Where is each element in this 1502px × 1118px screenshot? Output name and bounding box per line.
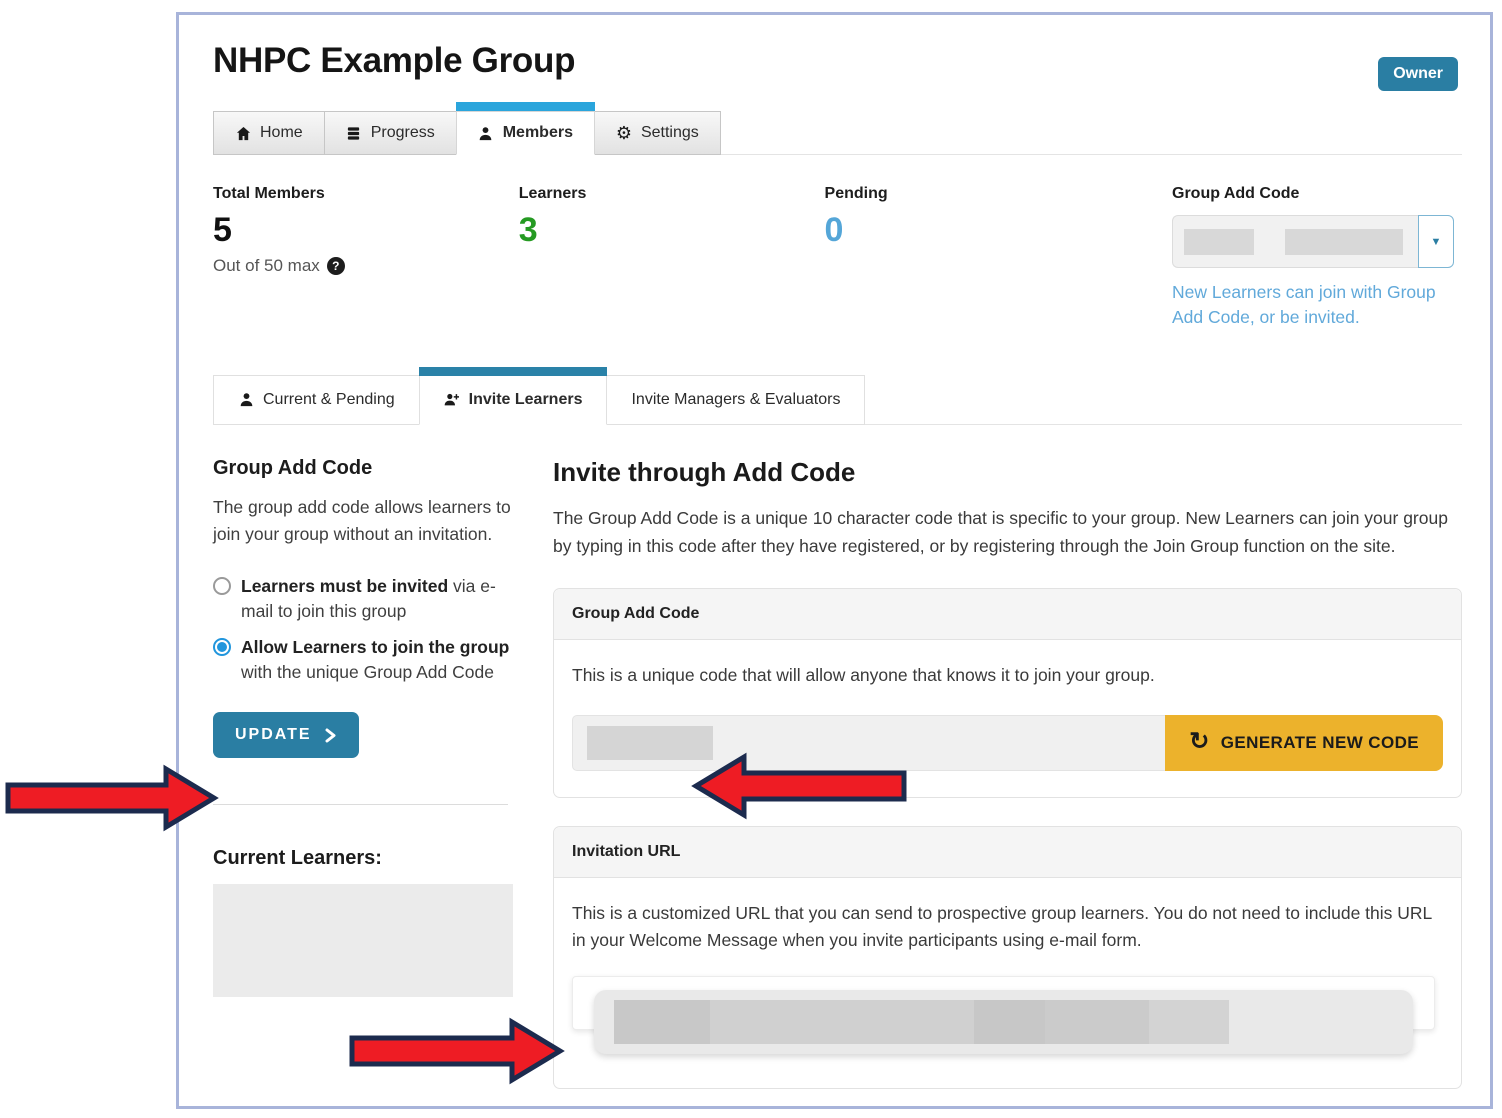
redacted-url-segment — [974, 1000, 1046, 1044]
caret-down-icon: ▼ — [1430, 235, 1442, 248]
max-members-text: Out of 50 max — [213, 256, 320, 275]
radio-label: Learners must be invited via e-mail to join this group — [241, 576, 496, 621]
tab-label: Invite Learners — [468, 390, 583, 408]
main-tab-bar — [213, 111, 1462, 155]
tab-settings[interactable] — [594, 111, 721, 155]
redacted-code-value — [587, 726, 713, 760]
tab-label: Home — [260, 124, 303, 141]
invite-section-description: The Group Add Code is a unique 10 character code that is specific to your group. New Learners can join your group by typing in this code after they have registered, or by registering through the Join Group function on the site. — [553, 507, 1448, 556]
app-window — [176, 12, 1493, 1109]
person-icon — [238, 392, 254, 408]
group-code-input[interactable] — [572, 715, 1165, 771]
panel-header: Invitation URL — [554, 827, 1461, 878]
radio-label: Allow Learners to join the group with the unique Group Add Code — [241, 637, 510, 682]
person-icon — [478, 125, 494, 141]
invite-through-add-code-section — [553, 457, 1462, 1089]
update-button[interactable] — [213, 712, 359, 758]
stat-pending — [825, 185, 1172, 331]
redacted-url-segment — [710, 1000, 974, 1044]
radio-allow-learners-to-join[interactable] — [213, 635, 513, 684]
stat-value: 0 — [824, 211, 844, 249]
radio-unselected-icon[interactable] — [213, 577, 231, 595]
stats-row — [213, 185, 1462, 331]
stat-value: 5 — [213, 211, 232, 249]
redacted-url-segment — [1045, 1000, 1149, 1044]
stat-label: Learners — [518, 185, 587, 202]
redacted-url-segment — [614, 1000, 710, 1044]
generate-button-label: GENERATE NEW CODE — [1220, 732, 1419, 752]
stat-label: Pending — [824, 185, 888, 202]
chevron-right-icon — [324, 728, 337, 743]
group-add-code-widget — [1172, 215, 1454, 268]
group-add-code-dropdown-button[interactable] — [1418, 215, 1454, 268]
redacted-url-segment — [1149, 1000, 1229, 1044]
stat-total-members — [213, 185, 519, 331]
group-add-code-heading: Group Add Code — [213, 456, 373, 479]
stat-label: Group Add Code — [1172, 185, 1300, 202]
generate-new-code-button[interactable]: ↻ GENERATE NEW CODE — [1165, 715, 1443, 771]
tab-label: Settings — [640, 124, 699, 141]
tab-invite-managers-evaluators[interactable] — [606, 375, 865, 425]
invite-section-heading: Invite through Add Code — [553, 456, 856, 487]
tab-home[interactable] — [213, 111, 325, 155]
progress-icon — [346, 125, 362, 141]
help-icon[interactable]: ? — [327, 257, 345, 275]
current-learners-heading: Current Learners: — [213, 847, 382, 869]
tab-label: Invite Managers & Evaluators — [631, 390, 841, 408]
stat-subtext — [213, 256, 519, 276]
code-panel-description: This is a unique code that will allow anyone that knows it to join your group. — [572, 664, 1155, 685]
code-caption: New Learners can join with Group Add Code, or be invited. — [1172, 282, 1436, 328]
url-panel-description: This is a customized URL that you can send to prospective group learners. You do not need to include this URL in your Welcome Message when you invite participants using e-mail form. — [572, 902, 1432, 950]
tab-progress[interactable] — [324, 111, 457, 155]
stat-value: 3 — [518, 211, 538, 249]
group-add-code-panel — [553, 588, 1462, 798]
redacted-code-block — [1184, 229, 1254, 255]
page-title: NHPC Example Group — [213, 41, 576, 80]
divider — [213, 804, 508, 805]
tab-invite-learners[interactable] — [419, 375, 608, 425]
owner-badge: Owner — [1378, 57, 1458, 91]
group-add-code-field[interactable] — [1172, 215, 1418, 268]
group-add-code-summary — [1172, 185, 1462, 331]
person-plus-icon — [444, 392, 460, 408]
redacted-code-block — [1285, 229, 1403, 255]
stat-label: Total Members — [213, 185, 325, 202]
update-button-label: UPDATE — [235, 726, 312, 743]
stat-learners — [519, 185, 825, 331]
tab-label: Current & Pending — [263, 390, 395, 408]
tab-label: Progress — [370, 124, 435, 141]
group-add-code-description: The group add code allows learners to join your group without an invitation. — [213, 496, 511, 544]
redacted-invitation-url — [594, 990, 1413, 1054]
gear-icon: ⚙ — [615, 123, 633, 143]
member-tab-bar — [213, 375, 1462, 425]
settings-sidebar — [213, 457, 513, 1089]
invitation-url-area — [572, 976, 1443, 1062]
redacted-current-learners-list — [213, 884, 513, 997]
tab-current-and-pending[interactable] — [213, 375, 420, 425]
panel-header: Group Add Code — [554, 589, 1461, 640]
tab-label: Members — [502, 124, 573, 141]
home-icon — [235, 125, 251, 141]
radio-learners-must-be-invited[interactable] — [213, 574, 513, 623]
tab-members[interactable] — [456, 111, 595, 155]
radio-selected-icon[interactable] — [213, 638, 231, 656]
invitation-url-panel — [553, 826, 1462, 1089]
